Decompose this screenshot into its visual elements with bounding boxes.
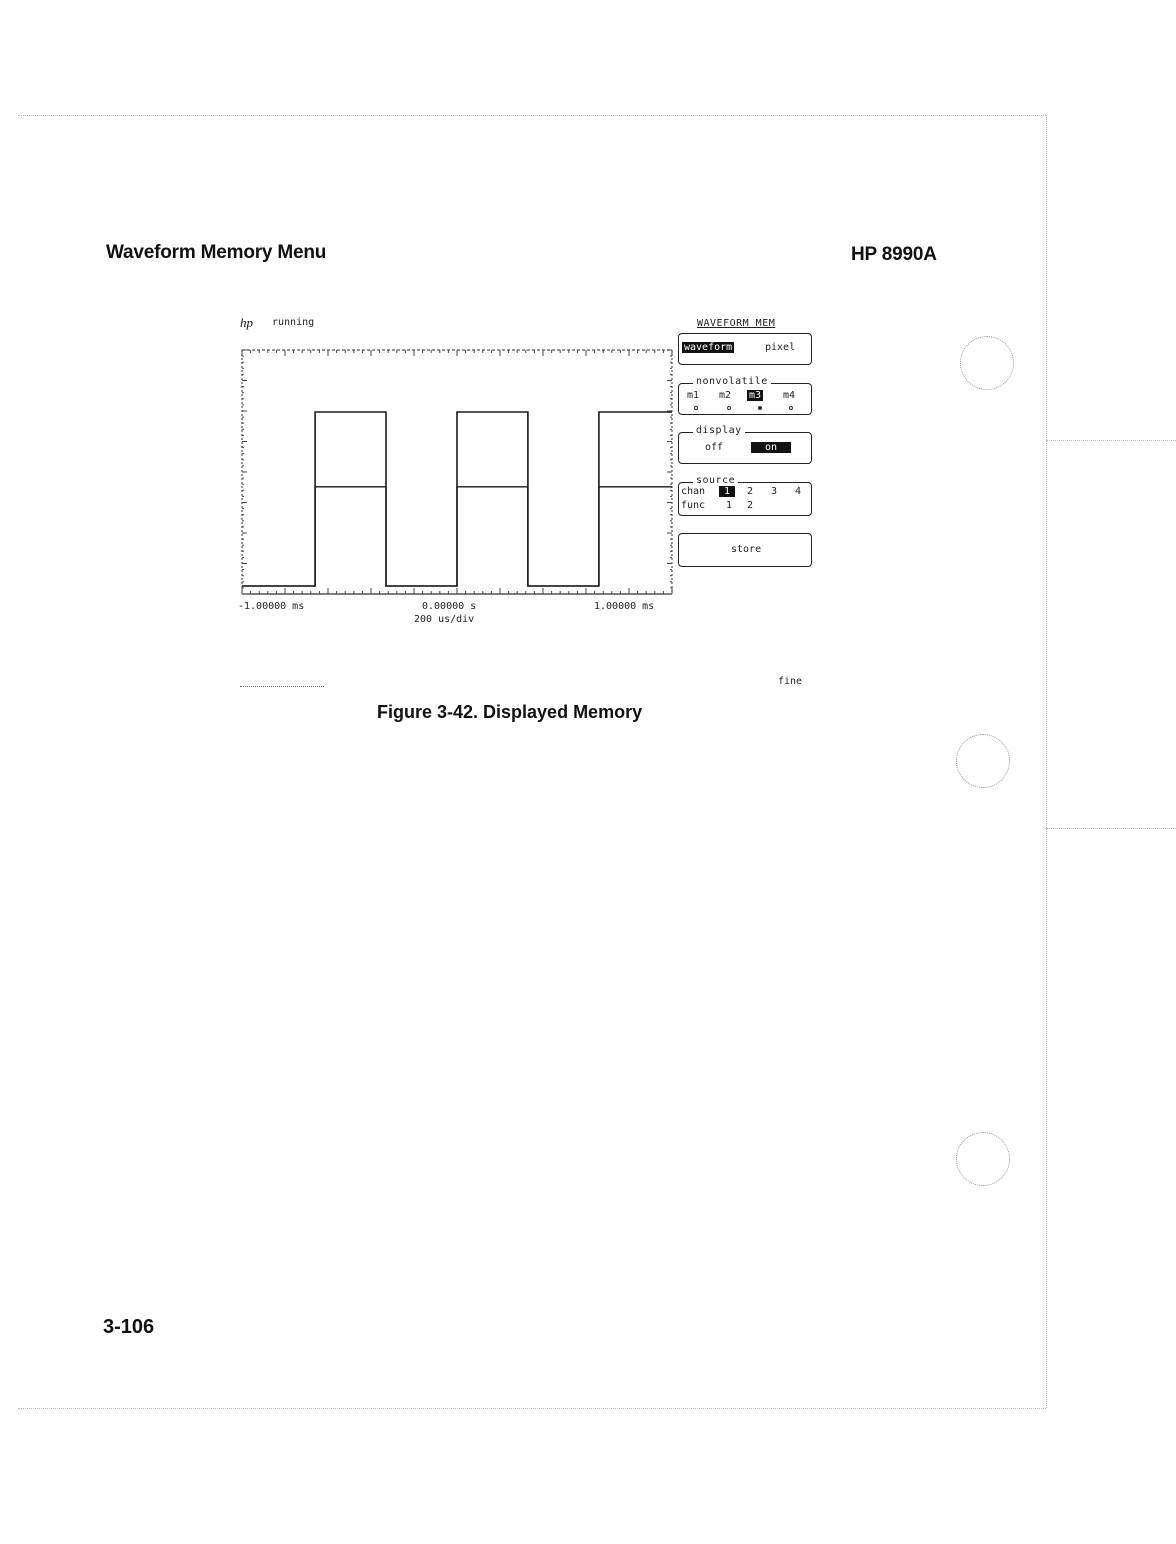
m1-indicator bbox=[694, 406, 698, 410]
binder-hole-3 bbox=[956, 1132, 1010, 1186]
m1-option[interactable]: m1 bbox=[687, 390, 700, 401]
source-legend: source bbox=[693, 475, 738, 486]
pixel-option[interactable]: pixel bbox=[765, 342, 796, 353]
m2-option[interactable]: m2 bbox=[719, 390, 732, 401]
waveform-traces bbox=[242, 412, 672, 586]
m3-indicator bbox=[758, 406, 762, 410]
trace-2 bbox=[242, 487, 672, 586]
chan-3-option[interactable]: 3 bbox=[771, 486, 778, 497]
func-label: func bbox=[681, 500, 706, 511]
tab-divider-1 bbox=[1046, 440, 1176, 441]
chan-4-option[interactable]: 4 bbox=[795, 486, 802, 497]
screen-underline bbox=[240, 686, 324, 687]
chan-label: chan bbox=[681, 486, 706, 497]
display-off-option[interactable]: off bbox=[705, 442, 724, 453]
hp-logo: hp bbox=[240, 315, 253, 330]
product-name: HP 8990A bbox=[851, 244, 937, 265]
run-status: running bbox=[272, 317, 315, 328]
menu-title: WAVEFORM MEM bbox=[697, 318, 776, 329]
binder-hole-2 bbox=[956, 734, 1010, 788]
display-softkey[interactable] bbox=[678, 425, 812, 464]
nonvolatile-softkey[interactable] bbox=[678, 376, 812, 415]
time-center-label: 0.00000 s bbox=[422, 601, 477, 612]
waveform-option[interactable]: waveform bbox=[684, 342, 733, 353]
m4-option[interactable]: m4 bbox=[783, 390, 796, 401]
store-softkey[interactable] bbox=[678, 533, 812, 567]
waveform-pixel-softkey[interactable] bbox=[678, 333, 812, 365]
m2-indicator bbox=[727, 406, 731, 410]
figure-caption: Figure 3-42. Displayed Memory bbox=[377, 702, 643, 722]
time-left-label: -1.00000 ms bbox=[238, 601, 305, 612]
mode-label: fine bbox=[778, 676, 803, 687]
m3-option[interactable]: m3 bbox=[749, 390, 762, 401]
page-number: 3-106 bbox=[103, 1316, 155, 1338]
chan-2-option[interactable]: 2 bbox=[747, 486, 754, 497]
page-top-edge bbox=[18, 115, 1046, 116]
display-legend: display bbox=[693, 425, 745, 436]
time-right-label: 1.00000 ms bbox=[594, 601, 655, 612]
tab-divider-2 bbox=[1046, 828, 1176, 829]
nonvolatile-legend: nonvolatile bbox=[693, 376, 771, 387]
page-right-edge bbox=[1046, 115, 1047, 1408]
display-on-option[interactable]: on bbox=[751, 442, 791, 453]
page-bottom-edge bbox=[18, 1408, 1046, 1409]
m4-indicator bbox=[789, 406, 793, 410]
source-softkey[interactable] bbox=[678, 475, 812, 516]
func-1-option[interactable]: 1 bbox=[726, 500, 733, 511]
func-2-option[interactable]: 2 bbox=[747, 500, 754, 511]
section-title: Waveform Memory Menu bbox=[106, 242, 327, 263]
timebase-label: 200 us/div bbox=[414, 614, 475, 625]
waveform-display bbox=[236, 342, 676, 602]
store-label[interactable]: store bbox=[731, 544, 762, 555]
chan-1-option[interactable]: 1 bbox=[719, 486, 735, 497]
binder-hole-1 bbox=[960, 336, 1014, 390]
